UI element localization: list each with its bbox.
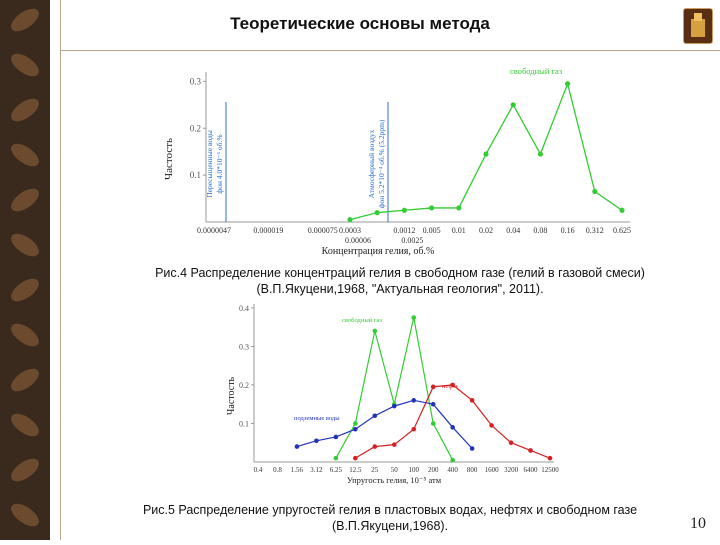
chart1-x-tick-label: 0.005 — [422, 226, 441, 235]
chart2-y-label: Частость — [226, 376, 237, 416]
chart1-x-tick-label: 0.16 — [560, 226, 575, 235]
chart1-data-point — [429, 205, 434, 210]
chart2-data-point — [411, 427, 416, 432]
chart2-series-label: свободный газ — [342, 317, 382, 324]
chart1-y-tick-label: 0.2 — [189, 123, 201, 134]
figure-caption-2: Рис.5 Распределение упругостей гелия в пластовых водах, нефтях и свободном газе (В.П.Якуцени,1968). — [142, 503, 638, 533]
chart1-x-tick-label: 0.04 — [506, 226, 521, 235]
chart2-x-tick-label: 1600 — [484, 466, 499, 474]
chart1-vertical-sublabel: фон 4.0*10⁻⁶ об.% — [215, 134, 224, 194]
helium-concentration-chart — [160, 64, 638, 260]
chart2-data-point — [450, 458, 455, 463]
chart2-x-tick-label: 0.8 — [273, 466, 282, 474]
chart2-x-tick-label: 400 — [447, 466, 458, 474]
chart2-series-label: нефть — [442, 383, 459, 390]
page-number: 10 — [690, 515, 706, 532]
chart1-x-label: Концентрация гелия, об.% — [321, 246, 435, 257]
chart1-svg — [160, 64, 638, 260]
chart2-data-point — [528, 448, 533, 453]
chart2-x-tick-label: 100 — [408, 466, 419, 474]
chart1-data-point — [619, 208, 624, 213]
chart2-data-point — [334, 435, 339, 440]
chart2-x-tick-label: 50 — [390, 466, 398, 474]
chart2-data-point — [431, 385, 436, 390]
chart2-series-line — [355, 385, 550, 458]
chart1-data-point — [538, 151, 543, 156]
chart1-x-tick-label-lower: 0.00006 — [345, 236, 371, 245]
chart1-y-label: Частость — [163, 137, 175, 181]
chart1-x-tick-label: 0.02 — [479, 226, 493, 235]
sidebar-divider — [60, 0, 61, 540]
chart2-x-tick-label: 3.12 — [310, 466, 323, 474]
chart2-y-tick-label: 0.2 — [239, 380, 249, 390]
chart1-data-point — [565, 81, 570, 86]
chart2-x-label: Упругость гелия, 10⁻⁵ атм — [346, 475, 442, 485]
decorative-sidebar — [0, 0, 50, 540]
chart2-data-point — [489, 423, 494, 428]
leaf-pattern — [0, 0, 50, 540]
chart2-x-tick-label: 3200 — [504, 466, 519, 474]
chart2-data-point — [373, 329, 378, 334]
chart2-x-tick-label: 6400 — [523, 466, 538, 474]
chart2-data-point — [431, 421, 436, 426]
chart1-x-tick-label: 0.0003 — [339, 226, 361, 235]
chart2-data-point — [314, 439, 319, 444]
chart2-data-point — [470, 398, 475, 403]
chart1-data-point — [375, 210, 380, 215]
chart2-x-tick-label: 25 — [371, 466, 379, 474]
chart1-x-tick-label: 0.625 — [613, 226, 631, 235]
chart2-data-point — [353, 456, 358, 461]
chart1-vertical-sublabel: фон 5.2*10⁻⁴ об.% (5.2ppm) — [377, 119, 386, 209]
chart2-data-point — [548, 456, 553, 461]
chart2-data-point — [373, 444, 378, 449]
chart1-x-tick-label: 0.312 — [585, 226, 604, 235]
chart1-x-tick-label: 0.08 — [533, 226, 548, 235]
chart2-data-point — [373, 413, 378, 418]
chart2-series-label: подземные воды — [294, 415, 340, 422]
chart2-data-point — [295, 444, 300, 449]
chart2-x-tick-label: 200 — [427, 466, 439, 474]
chart2-series-line — [297, 400, 472, 448]
chart2-data-point — [353, 427, 358, 432]
chart1-series-label: свободный газ — [510, 66, 563, 76]
helium-elasticity-chart — [224, 296, 566, 486]
slide-title: Теоретические основы метода — [230, 14, 490, 33]
chart1-data-point — [402, 208, 407, 213]
chart2-data-point — [411, 315, 416, 320]
chart1-data-point — [511, 102, 516, 107]
chart2-data-point — [431, 402, 436, 407]
chart1-data-point — [347, 217, 352, 222]
chart1-vertical-label: Пересыщенные воды — [205, 130, 214, 198]
chart2-x-tick-label: 0.4 — [253, 466, 263, 474]
chart2-x-tick-label: 6.25 — [329, 466, 342, 474]
chart1-data-point — [456, 205, 461, 210]
chart1-vertical-label: Атмосферный воздух — [367, 129, 376, 199]
chart2-x-tick-label: 12500 — [541, 466, 559, 474]
chart1-data-point — [592, 189, 597, 194]
figure-caption-1: Рис.4 Распределение концентраций гелия в свободном газе (гелий в газовой смеси) (В.П.Якуцени,1968, "Актуальная геология", 2011). — [155, 266, 645, 296]
chart2-y-tick-label: 0.3 — [239, 342, 249, 352]
chart2-data-point — [509, 440, 514, 445]
chart1-y-tick-label: 0.1 — [189, 170, 201, 181]
chart2-data-point — [411, 398, 416, 403]
chart2-data-point — [392, 404, 397, 409]
chart1-x-tick-label: 0.000019 — [253, 226, 284, 235]
chart1-x-tick-label: 0.01 — [451, 226, 466, 235]
chart1-x-tick-label-lower: 0.0025 — [401, 236, 424, 245]
chart2-y-tick-label: 0.1 — [239, 419, 249, 429]
chart1-x-tick-label: 0.0000047 — [197, 226, 231, 235]
chart1-x-tick-label: 0.000075 — [307, 226, 338, 235]
chart2-x-tick-label: 1.56 — [290, 466, 304, 474]
chart2-series-line — [336, 317, 453, 460]
chart2-data-point — [392, 442, 397, 447]
chart1-data-point — [483, 151, 488, 156]
chart2-data-point — [450, 425, 455, 430]
chart2-x-tick-label: 800 — [466, 466, 478, 474]
title-divider — [60, 50, 720, 51]
chart1-x-tick-label: 0.0012 — [393, 226, 416, 235]
chart2-svg — [224, 296, 566, 486]
chart2-data-point — [334, 456, 339, 461]
chart2-data-point — [470, 446, 475, 451]
chart2-x-tick-label: 12.5 — [349, 466, 362, 474]
chart2-y-tick-label: 0.4 — [239, 303, 249, 313]
logo-icon — [683, 8, 713, 44]
chart2-data-point — [353, 421, 358, 426]
chart1-y-tick-label: 0.3 — [189, 76, 201, 87]
